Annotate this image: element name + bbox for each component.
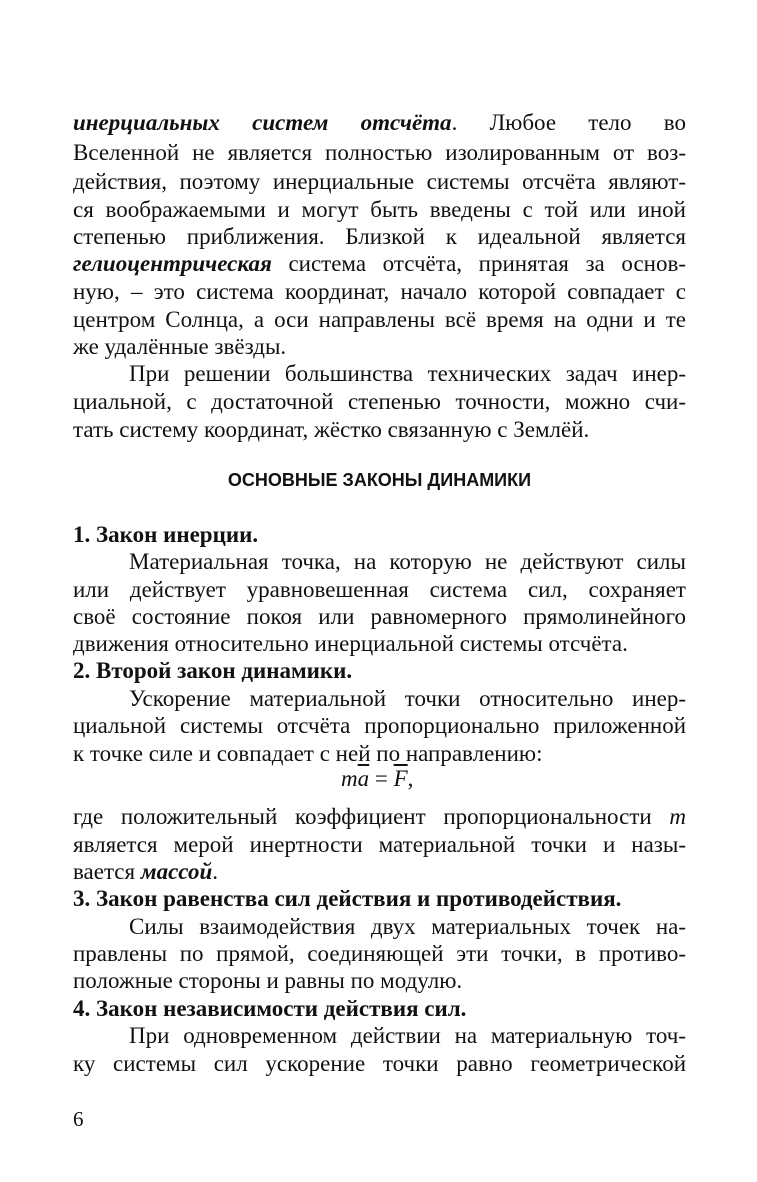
law-4-title: 4. Закон независимости действия сил. — [73, 996, 467, 1021]
term-heliocentric: гелиоцентрическая — [73, 251, 272, 276]
formula-comma: , — [407, 766, 414, 791]
law-2-line-3: к точке силе и совпадает с ней по направлению: — [73, 741, 543, 766]
law-2-after-line-1: где положительный коэффициент пропорциональности m — [73, 804, 686, 829]
technical-line-3: тать систему координат, жёстко связанную с Землёй. — [73, 417, 590, 442]
law-1-line-4: движения относительно инерциальной системы отсчёта. — [73, 631, 628, 656]
intro-line-2: Вселенной не является полностью изолированным от воз- — [73, 140, 686, 165]
section-heading: ОСНОВНЫЕ ЗАКОНЫ ДИНАМИКИ — [227, 470, 532, 490]
formula-mass: m — [341, 766, 358, 791]
technical-line-1: При решении большинства технических задач инер- — [129, 361, 686, 386]
intro-line-3: действия, поэтому инерциальные системы отсчёта являют- — [73, 169, 686, 194]
law-2-line-1: Ускорение материальной точки относительно инер- — [129, 686, 686, 711]
intro-line-1: инерциальных систем отсчёта. Любое тело во — [73, 110, 686, 135]
intro-line-5: степенью приближения. Близкой к идеальной является — [73, 224, 686, 249]
technical-line-2: циальной, с достаточной степенью точности, можно счи- — [73, 389, 686, 414]
law-3-line-2: правлены по прямой, соединяющей эти точки, в противо- — [73, 941, 686, 966]
law-1-line-1: Материальная точка, на которую не действуют силы — [129, 549, 686, 574]
law-2-line-2: циальной системы отсчёта пропорционально приложенной — [73, 713, 686, 738]
mass-variable: m — [669, 804, 686, 829]
formula-equals: = — [369, 766, 394, 791]
intro-line-9: же удалённые звёзды. — [73, 334, 287, 359]
law-3-line-1: Силы взаимодействия двух материальных точек на- — [129, 914, 686, 939]
formula-acceleration: $\overline{a}$ — [357, 766, 370, 791]
intro-line-6: гелиоцентрическая система отсчёта, принятая за основ- — [73, 251, 686, 276]
law-3-line-3: положные стороны и равны по модулю. — [73, 968, 463, 993]
law-4-line-2: ку системы сил ускорение точки равно геометрической — [73, 1051, 686, 1076]
term-mass: массой — [140, 859, 213, 884]
law-2-after-line-2: является мерой инертности материальной точки и назы- — [73, 832, 686, 857]
term-inertial-frames: инерциальных систем отсчёта — [73, 110, 452, 135]
law-1-line-2: или действует уравновешенная система сил, сохраняет — [73, 577, 686, 602]
intro-line-4: ся воображаемыми и могут быть введены с той или иной — [73, 197, 686, 222]
law-3-title: 3. Закон равенства сил действия и противодействия. — [73, 886, 622, 911]
page-number: 6 — [73, 1107, 84, 1131]
law-1-title: 1. Закон инерции. — [73, 522, 259, 547]
law-1-line-3: своё состояние покоя или равномерного прямолинейного — [73, 604, 686, 629]
intro-line-7: ную, – это система координат, начало которой совпадает с — [73, 279, 686, 304]
intro-line-8: центром Солнца, а оси направлены всё время на одни и те — [73, 307, 686, 332]
formula-force: $\overline{F}$ — [393, 766, 408, 791]
law-2-after-line-3: вается массой. — [73, 859, 218, 884]
law-4-line-1: При одновременном действии на материальную точ- — [129, 1023, 686, 1048]
newton-second-law-formula — [341, 762, 413, 796]
law-2-title: 2. Второй закон динамики. — [73, 658, 353, 683]
